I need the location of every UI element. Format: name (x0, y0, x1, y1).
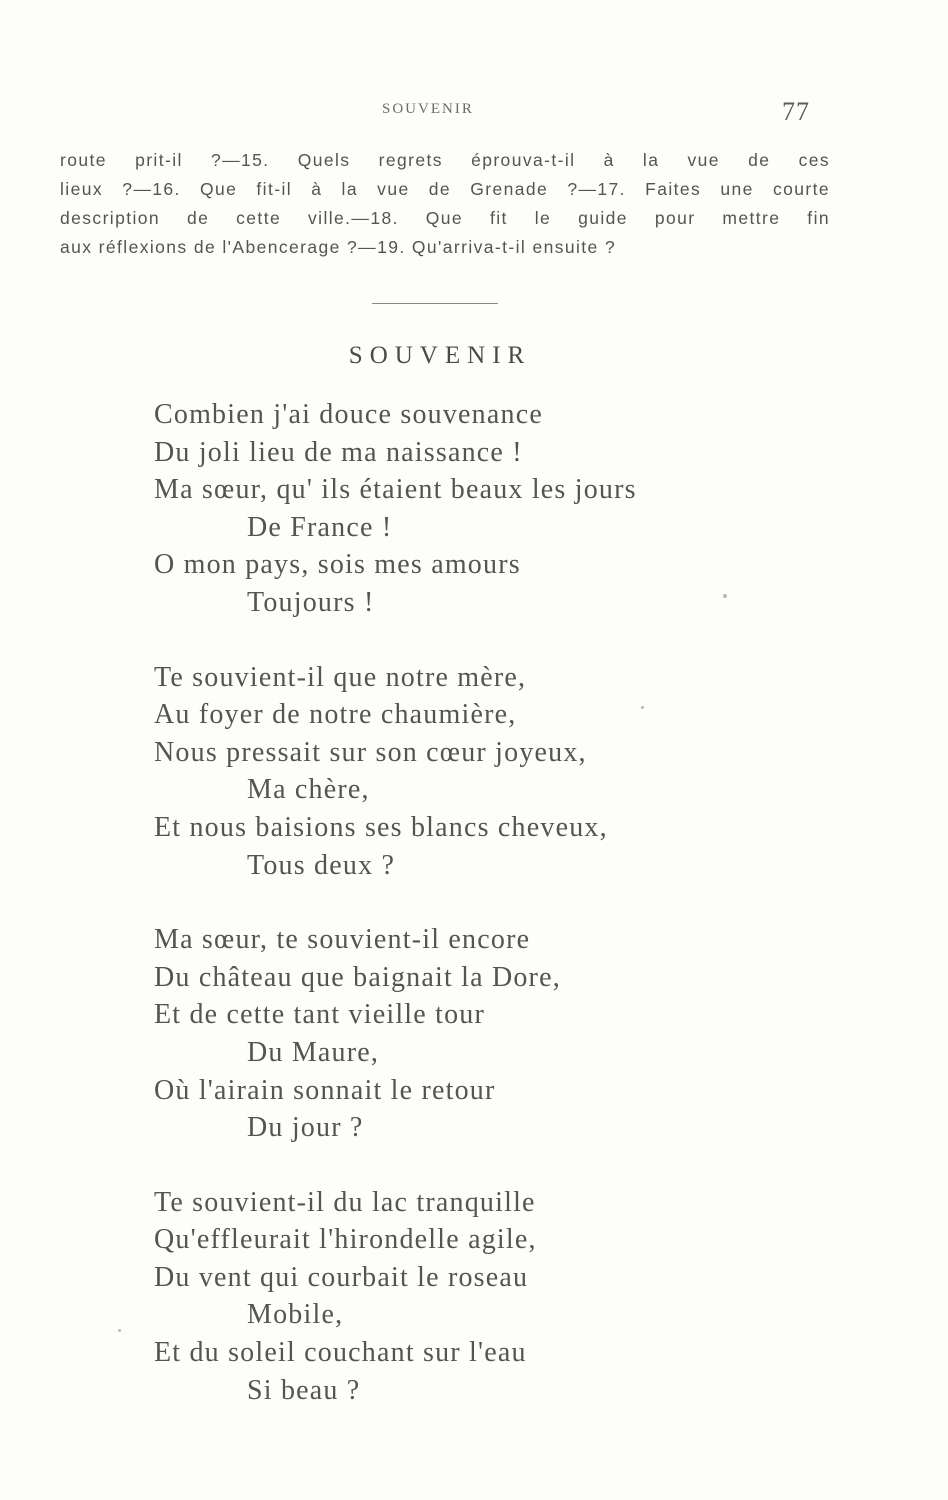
poem-title: SOUVENIR (348, 342, 532, 369)
question-line: description de cette ville.—18. Que fit le guide pour mettre fin (60, 208, 830, 228)
stanza (154, 659, 794, 885)
paper-speck (118, 1329, 121, 1332)
verse-line: Toujours ! (247, 586, 375, 618)
verse-line: Au foyer de notre chaumière, (154, 699, 517, 731)
verse-line: Combien j'ai douce souvenance (154, 399, 543, 430)
question-line: route prit-il ?—15. Quels regrets éprouva-t-il à la vue de ces (60, 150, 830, 170)
paper-speck (641, 706, 644, 709)
stanza (154, 1184, 794, 1410)
verse-line: Ma sœur, te souvient-il encore (154, 924, 531, 956)
verse-line: Te souvient-il du lac tranquille (154, 1186, 536, 1218)
verse-line: Où l'airain sonnait le retour (154, 1074, 496, 1106)
verse-line: Tous deux ? (247, 849, 396, 881)
verse-line: Du château que baignait la Dore, (154, 961, 561, 993)
paper-speck (723, 594, 727, 598)
poem-body (154, 396, 794, 1446)
verse-line: Du joli lieu de ma naissance ! (154, 436, 523, 468)
stanza (154, 396, 794, 622)
stanza (154, 921, 794, 1147)
verse-line: Ma chère, (247, 774, 370, 806)
verse-line: De France ! (247, 511, 393, 543)
verse-line: Nous pressait sur son cœur joyeux, (154, 736, 587, 768)
verse-line: Qu'effleurait l'hirondelle agile, (154, 1224, 537, 1256)
verse-line: Et nous baisions ses blancs cheveux, (154, 811, 608, 843)
questions-paragraph (60, 146, 830, 262)
question-line: aux réflexions de l'Abencerage ?—19. Qu'arriva-t-il ensuite ? (60, 237, 617, 257)
page-number: 77 (782, 97, 810, 126)
verse-line: O mon pays, sois mes amours (154, 549, 521, 581)
verse-line: Mobile, (247, 1299, 344, 1331)
verse-line: Et de cette tant vieille tour (154, 999, 486, 1031)
running-title: SOUVENIR (382, 101, 474, 117)
verse-line: Et du soleil couchant sur l'eau (154, 1337, 527, 1369)
verse-line: Si beau ? (247, 1374, 361, 1406)
verse-line: Du Maure, (247, 1036, 380, 1068)
verse-line: Te souvient-il que notre mère, (154, 661, 527, 693)
verse-line: Du vent qui courbait le roseau (154, 1261, 529, 1293)
section-divider (372, 303, 498, 304)
verse-line: Du jour ? (247, 1112, 364, 1144)
question-line: lieux ?—16. Que fit-il à la vue de Grenade ?—17. Faites une courte (60, 179, 830, 199)
running-header (0, 97, 948, 127)
verse-line: Ma sœur, qu' ils étaient beaux les jours (154, 474, 637, 506)
